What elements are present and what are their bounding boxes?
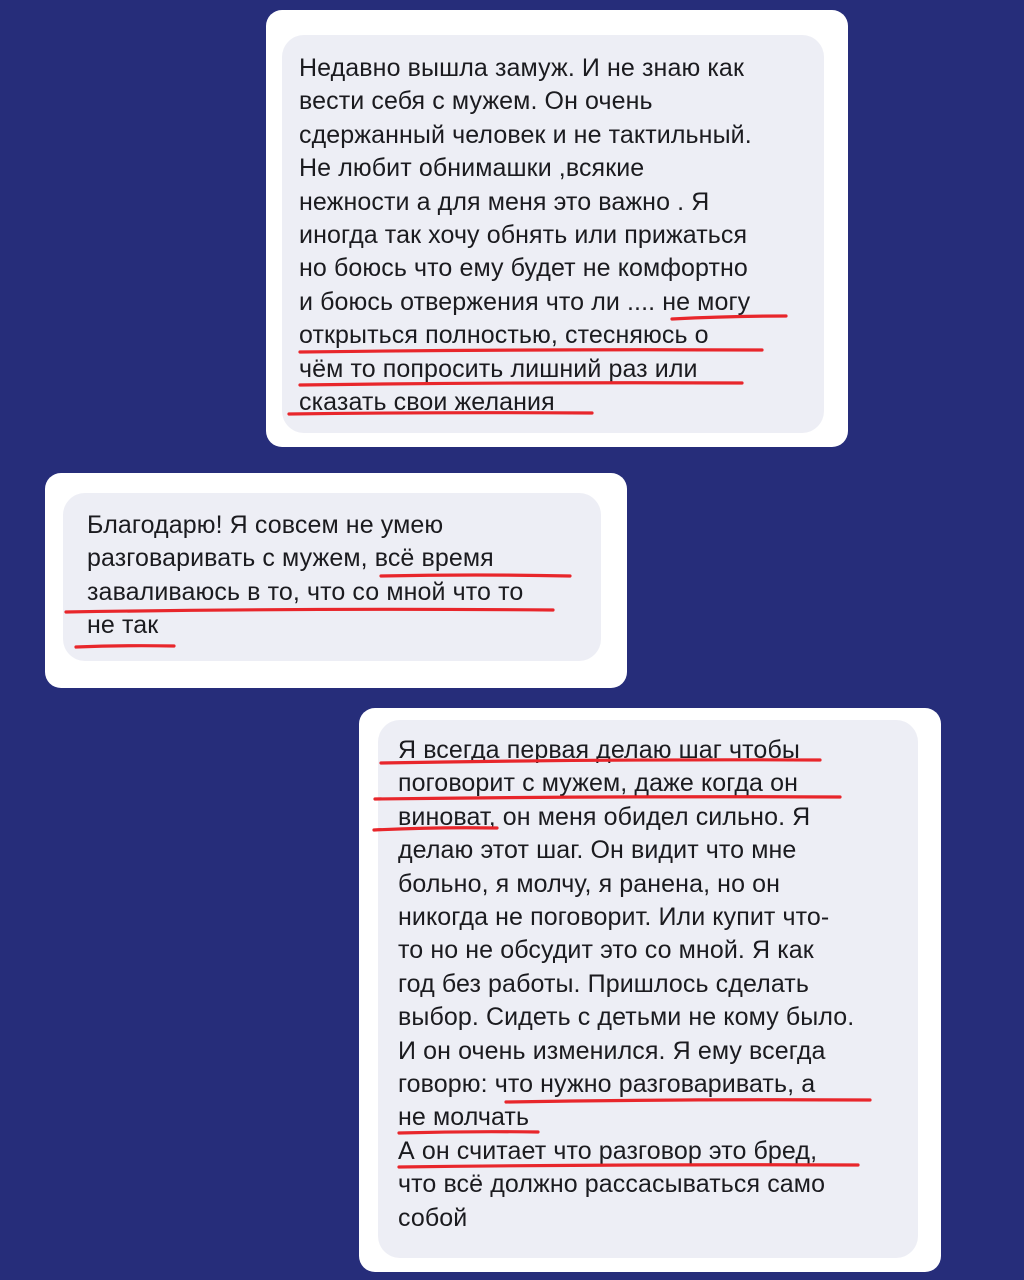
message-bubble-2: [63, 493, 601, 661]
message-card-3: [359, 708, 941, 1272]
message-bubble-1: [282, 35, 824, 433]
message-text-2: Благодарю! Я совсем не умею разговаривать с мужем, всё время заваливаюсь в то, что со мной что то не так: [87, 511, 524, 640]
message-text-3: Я всегда первая делаю шаг чтобы поговорит с мужем, даже когда он виноват, он меня обидел сильно. Я делаю этот шаг. Он видит что мне больно, я молчу, я ранена, но он никогда не поговорит. Или купит что- то но не обсудит это со мной. Я как год без работы. Пришлось сделать выбор. Сидеть с детьми не кому было. И он очень изменился. Я ему всегда говорю: что нужно разговаривать, а не молчать А он считает что разговор это бред, что всё должно рассасываться само собой: [398, 736, 855, 1232]
message-card-1: [266, 10, 848, 447]
message-text-1: Недавно вышла замуж. И не знаю как вести себя с мужем. Он очень сдержанный человек и не тактильный. Не любит обнимашки ,всякие нежности а для меня это важно . Я иногда так хочу обнять или прижаться но боюсь что ему будет не комфортно и боюсь отвержения что ли .... не могу открыться полностью, стесняюсь о чём то попросить лишний раз или сказать свои желания: [299, 54, 752, 417]
message-bubble-3: [378, 720, 918, 1258]
message-card-2: [45, 473, 627, 688]
